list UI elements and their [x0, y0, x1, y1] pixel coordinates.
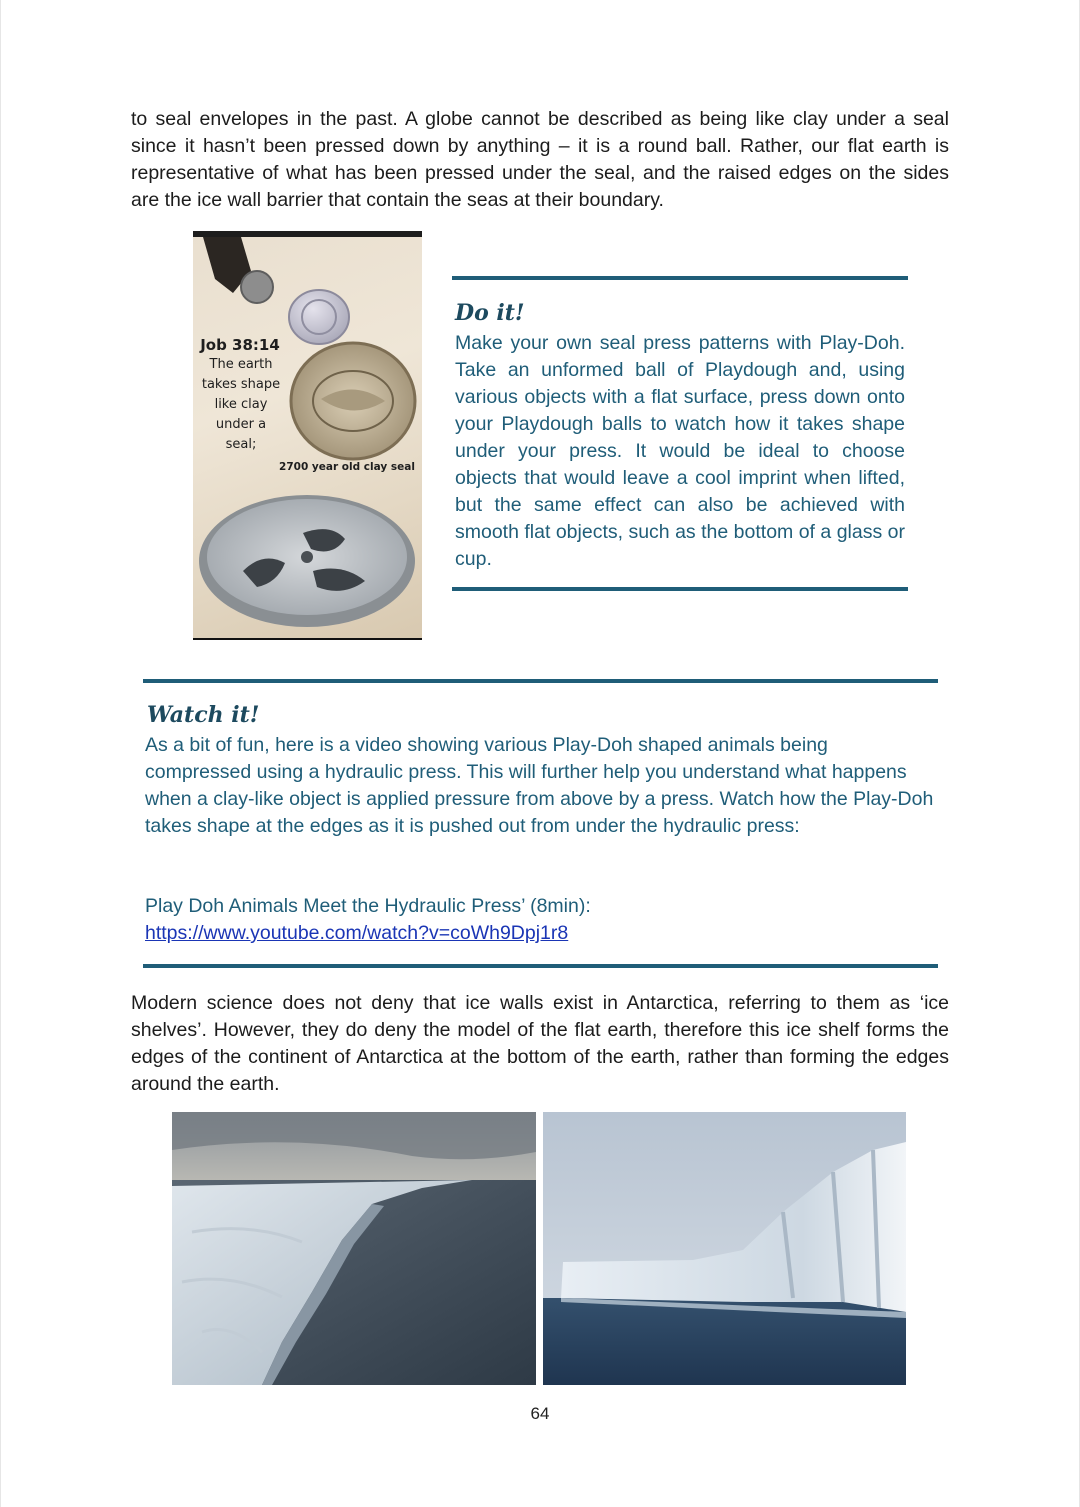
intro-paragraph: to seal envelopes in the past. A globe cannot be described as being like clay under a seal since it hasn’t been pressed down by anything – it is a round ball. Rather, our flat earth is representative of what has been pressed under the seal, and the raised edges on the sides are the ice wall barrier that contain the seas at their boundary. [131, 108, 949, 211]
watch-it-top-rule [143, 679, 938, 683]
watch-it-title: Watch it! [147, 702, 260, 728]
seal-collage-image [193, 231, 422, 640]
verse-caption: The earth takes shape like clay under a seal; [201, 357, 281, 452]
seal-age-label: 2700 year old clay seal [279, 461, 415, 473]
do-it-bottom-rule [452, 587, 908, 591]
ice-shelf-wall-photo [543, 1112, 906, 1385]
north-pole-marker [301, 551, 313, 563]
video-link[interactable]: https://www.youtube.com/watch?v=coWh9Dpj1r8 [145, 922, 569, 944]
ice-shelf-aerial-photo [172, 1112, 536, 1385]
video-title: Play Doh Animals Meet the Hydraulic Press’ (8min): [145, 895, 591, 917]
ice-shelves-paragraph: Modern science does not deny that ice walls exist in Antarctica, referring to them as ‘ice shelves’. However, they do deny the model of the flat earth, therefore this ice shelf forms the edges of the continent of Antarctica at the bottom of the earth, rather than forming the edges around the earth. [131, 992, 949, 1095]
verse-reference: Job 38:14 [200, 336, 280, 354]
page-number: 64 [530, 1404, 550, 1423]
watch-it-body: As a bit of fun, here is a video showing various Play-Doh shaped animals being compressed using a hydraulic press. This will further help you understand what happens when a clay-like object is applied pressure from above by a press. Watch how the Play-Doh takes shape at the edges as it is pushed out from under the hydraulic press: [145, 734, 934, 837]
stamp-head [241, 271, 273, 303]
do-it-body: Make your own seal press patterns with Play-Doh. Take an unformed ball of Playdough and, using various objects with a flat surface, press down onto your Playdough balls to watch how it takes shape under your press. It would be ideal to choose objects that would leave a cool imprint when lifted, but the same effect can also be achieved with smooth flat objects, such as the bottom of a glass or cup. [455, 332, 905, 570]
do-it-title: Do it! [455, 300, 525, 326]
page-edge [0, 0, 1, 1507]
do-it-top-rule [452, 276, 908, 280]
watch-it-bottom-rule [143, 964, 938, 968]
wax-impression [289, 290, 349, 344]
